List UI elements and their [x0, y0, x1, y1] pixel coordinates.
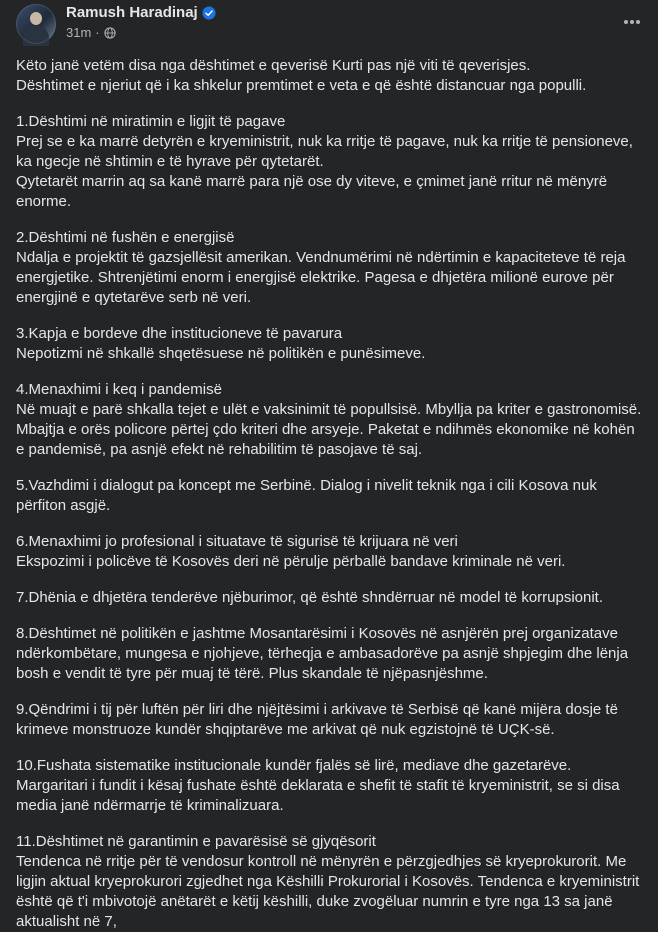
- post-paragraph: [16, 756, 642, 816]
- post-text-line: Ndalja e projektit të gazsjellësit amerikan. Vendnumërimi në ndërtimin e kapaciteteve të reja energjetike. Shtrenjëtimi enorm i energjisë elektrike. Pagesa e dhjetëra milionë eurove për energjinë e qytetarëve serb në veri.: [16, 249, 626, 306]
- post-text-line: 3.Kapja e bordeve dhe institucioneve të pavarura: [16, 325, 343, 342]
- post-paragraph: [16, 476, 642, 516]
- post-text-line: 6.Menaxhimi jo profesional i situatave të sigurisë të krijuara në veri: [16, 533, 458, 550]
- meta-separator: ·: [95, 25, 100, 40]
- post-text-line: 5.Vazhdimi i dialogut pa koncept me Serbinë. Dialog i nivelit teknik nga i cili Kosova nuk përfiton asgjë.: [16, 477, 597, 514]
- post-header: [0, 0, 658, 56]
- post-paragraph: [16, 380, 642, 460]
- post-text-line: 11.Dështimet në garantimin e pavarësisë së gjyqësorit: [16, 833, 376, 850]
- post-options-button[interactable]: [614, 4, 650, 40]
- verified-badge-icon: [202, 6, 216, 20]
- post-meta: [66, 25, 116, 41]
- author-name-row: [66, 3, 216, 23]
- post-text-line: Dështimet e njeriut që i ka shkelur premtimet e veta e që është distancuar nga populli.: [16, 77, 587, 94]
- more-horizontal-icon: [622, 12, 642, 32]
- post-paragraph: [16, 832, 642, 932]
- post-paragraph: [16, 700, 642, 740]
- post-paragraph: [16, 532, 642, 572]
- post-text-line: Ekspozimi i policëve të Kosovës deri në përulje përballë bandave kriminale në veri.: [16, 553, 566, 570]
- globe-icon[interactable]: [104, 27, 116, 39]
- post-text-line: Qytetarët marrin aq sa kanë marrë para një ose dy viteve, e çmimet janë rritur në mënyrë enorme.: [16, 173, 608, 210]
- post-body: [0, 56, 658, 932]
- post-text-line: 9.Qëndrimi i tij për luftën për liri dhe njëjtësimi i arkivave të Serbisë që kanë mijëra dosje të krimeve monstruoze kundër shqiptarëve me arkivat që nuk egzistojnë të UÇK-së.: [16, 701, 618, 738]
- post-text-line: 7.Dhënia e dhjetëra tenderëve njëburimor, që është shndërruar në model të korrupsionit.: [16, 589, 604, 606]
- post-text-line: 8.Dështimet në politikën e jashtme Mosantarësimi i Kosovës në asnjërën prej organizatave ndërkombëtare, mungesa e njohjeve, tërheqja e ambasadorëve pa asnjë shpjegim dhe lënja bosh e vendit të tyre për muaj të tërë. Plus skandale të njëpasnjëshme.: [16, 625, 629, 682]
- post-text-line: Në muajt e parë shkalla tejet e ulët e vaksinimit të popullsisë. Mbyllja pa kriter e gastronomisë. Mbajtja e orës policore përtej çdo kriteri dhe arsyeje. Paketat e ndihmës ekonomike në kohën e pandemisë, pa asnjë efekt në rehabilitim të pasojave të saj.: [16, 401, 642, 458]
- author-name[interactable]: Ramush Haradinaj: [66, 4, 198, 21]
- post-paragraph: [16, 588, 642, 608]
- post-text-line: 2.Dështimi në fushën e energjisë: [16, 229, 235, 246]
- post-text-line: Prej se e ka marrë detyrën e kryeministrit, nuk ka rritje të pagave, nuk ka rritje të pensioneve, ka ngecje në shtimin e të hyrave për qytetarët.: [16, 133, 633, 170]
- post-paragraph: [16, 324, 642, 364]
- post-timestamp[interactable]: 31m: [66, 25, 92, 40]
- post-text-line: Këto janë vetëm disa nga dështimet e qeverisë Kurti pas një viti të qeverisjes.: [16, 57, 531, 74]
- post-paragraph: [16, 228, 642, 308]
- post-paragraph: [16, 624, 642, 684]
- post-text-line: Tendenca në rritje për të vendosur kontroll në mënyrën e përzgjedhjes së kryeprokurorit. Me ligjin aktual kryeprokurori zgjedhet nga Këshilli Prokurorial i Kosovës. Tendenca e kryeministrit është që t'i mbivotojë anëtarët e këtij këshilli, duke zvogëluar numrin e tyre nga 13 sa janë aktualisht në 7,: [16, 853, 640, 930]
- post-text-line: 10.Fushata sistematike institucionale kundër fjalës së lirë, mediave dhe gazetarëve. Margaritari i fundit i kësaj fushate është deklarata e shefit të stafit të kryeministrit, se si disa media janë ndërmarrje të kriminalizuara.: [16, 757, 620, 814]
- author-avatar[interactable]: [16, 4, 56, 44]
- post-text-line: 1.Dështimi në miratimin e ligjit të pagave: [16, 113, 286, 130]
- post-paragraph: [16, 56, 642, 96]
- post-text-line: 4.Menaxhimi i keq i pandemisë: [16, 381, 222, 398]
- post-paragraph: [16, 112, 642, 212]
- post-text-line: Nepotizmi në shkallë shqetësuese në politikën e punësimeve.: [16, 345, 426, 362]
- avatar-ring: [16, 4, 56, 44]
